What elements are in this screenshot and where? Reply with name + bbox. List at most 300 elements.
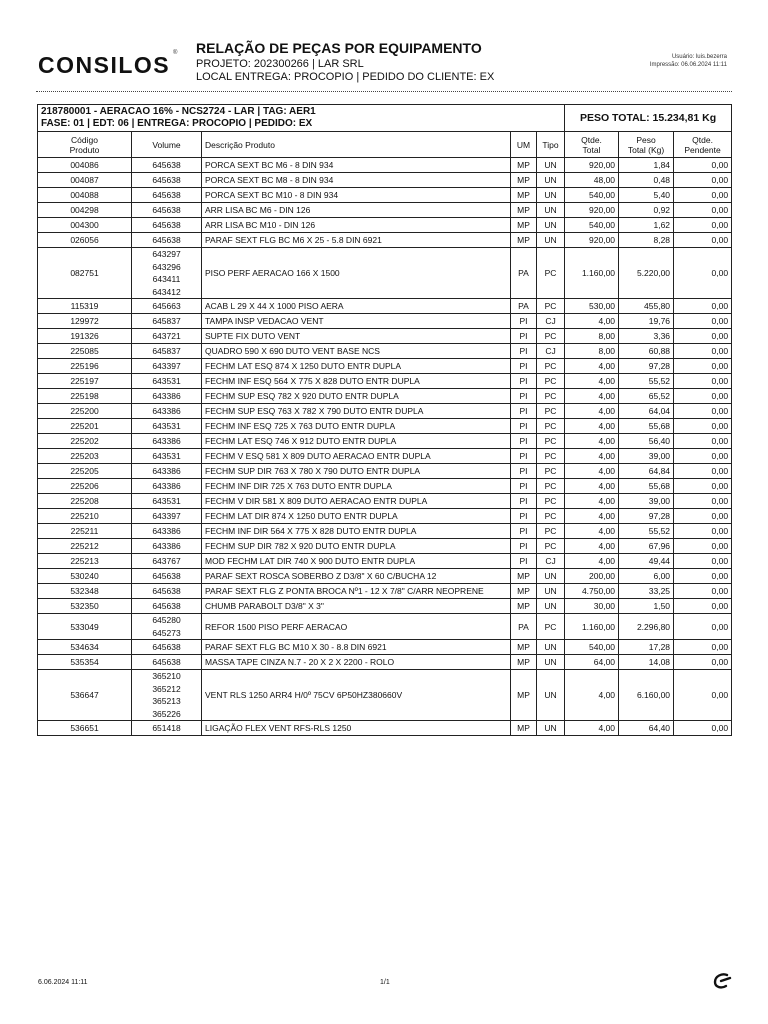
cell-type: PC xyxy=(537,419,565,434)
cell-type: PC xyxy=(537,299,565,314)
col-header-weight-total: Peso Total (Kg) xyxy=(619,132,674,158)
cell-volume xyxy=(132,509,202,524)
volume-number: 643296 xyxy=(152,261,181,272)
cell-code: 225211 xyxy=(38,524,132,539)
cell-code: 115319 xyxy=(38,299,132,314)
cell-um: PA xyxy=(511,299,537,314)
cell-type: UN xyxy=(537,599,565,614)
cell-weight-total: 67,96 xyxy=(619,539,674,554)
cell-volume xyxy=(132,449,202,464)
cell-code: 026056 xyxy=(38,233,132,248)
cell-description: ARR LISA BC M6 - DIN 126 xyxy=(202,203,511,218)
cell-qty-pending: 0,00 xyxy=(674,314,732,329)
volume-number: 645638 xyxy=(152,159,181,170)
cell-qty-pending: 0,00 xyxy=(674,539,732,554)
cell-um: PA xyxy=(511,248,537,299)
cell-code: 225206 xyxy=(38,479,132,494)
volume-number: 645638 xyxy=(152,234,181,245)
table-row xyxy=(38,670,732,721)
table-row xyxy=(38,464,732,479)
table-row xyxy=(38,188,732,203)
col-header-volume: Volume xyxy=(132,132,202,158)
cell-code: 225203 xyxy=(38,449,132,464)
cell-volume xyxy=(132,539,202,554)
cell-weight-total: 55,52 xyxy=(619,374,674,389)
volume-number: 643531 xyxy=(152,450,181,461)
cell-weight-total: 6.160,00 xyxy=(619,670,674,721)
cell-qty-pending: 0,00 xyxy=(674,614,732,640)
table-row xyxy=(38,655,732,670)
cell-type: UN xyxy=(537,158,565,173)
volume-number: 643397 xyxy=(152,360,181,371)
cell-um: MP xyxy=(511,218,537,233)
cell-qty-pending: 0,00 xyxy=(674,655,732,670)
cell-qty-total: 4,00 xyxy=(565,509,619,524)
cell-weight-total: 6,00 xyxy=(619,569,674,584)
cell-type: PC xyxy=(537,374,565,389)
parts-table xyxy=(37,104,732,736)
table-row xyxy=(38,569,732,584)
col-header-description: Descrição Produto xyxy=(202,132,511,158)
cell-um: MP xyxy=(511,584,537,599)
table-row xyxy=(38,434,732,449)
cell-qty-pending: 0,00 xyxy=(674,389,732,404)
cell-type: UN xyxy=(537,584,565,599)
volume-number: 365226 xyxy=(152,708,181,719)
cell-volume xyxy=(132,464,202,479)
cell-code: 225198 xyxy=(38,389,132,404)
cell-volume xyxy=(132,299,202,314)
cell-um: PI xyxy=(511,449,537,464)
cell-description: FECHM SUP ESQ 782 X 920 DUTO ENTR DUPLA xyxy=(202,389,511,404)
cell-code: 225212 xyxy=(38,539,132,554)
cell-volume xyxy=(132,479,202,494)
cell-volume xyxy=(132,554,202,569)
cell-type: PC xyxy=(537,479,565,494)
table-row xyxy=(38,173,732,188)
cell-volume xyxy=(132,374,202,389)
cell-weight-total: 64,84 xyxy=(619,464,674,479)
cell-description: LIGAÇÃO FLEX VENT RFS-RLS 1250 xyxy=(202,721,511,736)
cell-description: PARAF SEXT FLG Z PONTA BROCA Nº1 - 12 X 7/8" C/ARR NEOPRENE xyxy=(202,584,511,599)
cell-qty-pending: 0,00 xyxy=(674,233,732,248)
col-header-qty-total: Qtde. Total xyxy=(565,132,619,158)
cell-description: PISO PERF AERACAO 166 X 1500 xyxy=(202,248,511,299)
cell-code: 225085 xyxy=(38,344,132,359)
cell-type: UN xyxy=(537,173,565,188)
cell-volume xyxy=(132,248,202,299)
volume-number: 645638 xyxy=(152,204,181,215)
cell-qty-pending: 0,00 xyxy=(674,464,732,479)
cell-code: 533049 xyxy=(38,614,132,640)
table-row xyxy=(38,344,732,359)
cell-qty-pending: 0,00 xyxy=(674,509,732,524)
cell-code: 532348 xyxy=(38,584,132,599)
volume-number: 645638 xyxy=(152,219,181,230)
cell-code: 129972 xyxy=(38,314,132,329)
cell-qty-total: 1.160,00 xyxy=(565,248,619,299)
cell-weight-total: 64,04 xyxy=(619,404,674,419)
cell-um: PI xyxy=(511,539,537,554)
equipment-info xyxy=(38,105,565,132)
cell-qty-total: 48,00 xyxy=(565,173,619,188)
volume-number: 643397 xyxy=(152,510,181,521)
cell-weight-total: 1,50 xyxy=(619,599,674,614)
cell-weight-total: 55,68 xyxy=(619,479,674,494)
volume-number: 645280 xyxy=(152,615,181,625)
cell-type: UN xyxy=(537,188,565,203)
cell-volume xyxy=(132,670,202,721)
volume-number: 651418 xyxy=(152,722,181,733)
cell-qty-pending: 0,00 xyxy=(674,173,732,188)
table-row xyxy=(38,233,732,248)
cell-qty-total: 4,00 xyxy=(565,524,619,539)
cell-qty-total: 8,00 xyxy=(565,329,619,344)
volume-number: 645837 xyxy=(152,315,181,326)
cell-qty-total: 64,00 xyxy=(565,655,619,670)
cell-um: MP xyxy=(511,188,537,203)
cell-description: FECHM LAT ESQ 746 X 912 DUTO ENTR DUPLA xyxy=(202,434,511,449)
cell-um: PI xyxy=(511,419,537,434)
table-row xyxy=(38,404,732,419)
volume-number: 645273 xyxy=(152,627,181,638)
cell-weight-total: 97,28 xyxy=(619,359,674,374)
cell-um: PI xyxy=(511,464,537,479)
cell-code: 225200 xyxy=(38,404,132,419)
cell-qty-total: 4,00 xyxy=(565,314,619,329)
cell-qty-total: 540,00 xyxy=(565,218,619,233)
cell-type: PC xyxy=(537,329,565,344)
cell-type: UN xyxy=(537,670,565,721)
cell-volume xyxy=(132,524,202,539)
cell-um: PI xyxy=(511,479,537,494)
cell-weight-total: 97,28 xyxy=(619,509,674,524)
user-label: Usuário: luis.bezerra xyxy=(671,54,727,60)
cell-volume xyxy=(132,584,202,599)
total-weight: PESO TOTAL: 15.234,81 Kg xyxy=(565,105,732,132)
cell-description: MASSA TAPE CINZA N.7 - 20 X 2 X 2200 - ROLO xyxy=(202,655,511,670)
cell-qty-total: 30,00 xyxy=(565,599,619,614)
cell-code: 004298 xyxy=(38,203,132,218)
cell-um: MP xyxy=(511,233,537,248)
cell-qty-pending: 0,00 xyxy=(674,359,732,374)
cell-volume xyxy=(132,721,202,736)
volume-number: 645638 xyxy=(152,189,181,200)
cell-type: PC xyxy=(537,404,565,419)
table-row xyxy=(38,389,732,404)
table-row xyxy=(38,494,732,509)
cell-description: PARAF SEXT FLG BC M10 X 30 - 8.8 DIN 6921 xyxy=(202,640,511,655)
table-row xyxy=(38,419,732,434)
table-row xyxy=(38,329,732,344)
cell-description: SUPTE FIX DUTO VENT xyxy=(202,329,511,344)
cell-um: MP xyxy=(511,640,537,655)
cell-description: FECHM INF DIR 564 X 775 X 828 DUTO ENTR DUPLA xyxy=(202,524,511,539)
cell-code: 191326 xyxy=(38,329,132,344)
volume-number: 645638 xyxy=(152,174,181,185)
cell-um: MP xyxy=(511,569,537,584)
table-row xyxy=(38,374,732,389)
cell-qty-total: 4,00 xyxy=(565,479,619,494)
cell-qty-pending: 0,00 xyxy=(674,640,732,655)
cell-qty-total: 200,00 xyxy=(565,569,619,584)
cell-weight-total: 8,28 xyxy=(619,233,674,248)
cell-um: PI xyxy=(511,554,537,569)
cell-qty-total: 1.160,00 xyxy=(565,614,619,640)
cell-code: 536651 xyxy=(38,721,132,736)
volume-number: 643386 xyxy=(152,540,181,551)
cell-qty-pending: 0,00 xyxy=(674,434,732,449)
stylized-c-mark-icon xyxy=(712,972,732,990)
cell-type: PC xyxy=(537,614,565,640)
cell-volume xyxy=(132,655,202,670)
volume-number: 645663 xyxy=(152,300,181,311)
cell-description: FECHM V ESQ 581 X 809 DUTO AERACAO ENTR DUPLA xyxy=(202,449,511,464)
volume-number: 643411 xyxy=(152,274,181,284)
header-divider xyxy=(36,91,732,92)
cell-description: PARAF SEXT ROSCA SOBERBO Z D3/8" X 60 C/BUCHA 12 xyxy=(202,569,511,584)
cell-code: 225201 xyxy=(38,419,132,434)
cell-volume xyxy=(132,599,202,614)
cell-weight-total: 64,40 xyxy=(619,721,674,736)
volume-number: 643721 xyxy=(152,330,181,341)
table-row xyxy=(38,721,732,736)
volume-number: 643386 xyxy=(152,525,181,536)
cell-qty-pending: 0,00 xyxy=(674,188,732,203)
cell-code: 534634 xyxy=(38,640,132,655)
cell-type: UN xyxy=(537,203,565,218)
cell-weight-total: 60,88 xyxy=(619,344,674,359)
cell-description: FECHM INF DIR 725 X 763 DUTO ENTR DUPLA xyxy=(202,479,511,494)
cell-volume xyxy=(132,173,202,188)
cell-code: 225205 xyxy=(38,464,132,479)
cell-weight-total: 39,00 xyxy=(619,449,674,464)
col-header-code: Código Produto xyxy=(38,132,132,158)
equipment-line-2: FASE: 01 | EDT: 06 | ENTREGA: PROCOPIO | PEDIDO: EX xyxy=(41,118,313,129)
volume-number: 645837 xyxy=(152,345,181,356)
cell-type: CJ xyxy=(537,554,565,569)
cell-type: UN xyxy=(537,721,565,736)
cell-weight-total: 1,84 xyxy=(619,158,674,173)
cell-qty-total: 4,00 xyxy=(565,434,619,449)
cell-code: 225202 xyxy=(38,434,132,449)
cell-code: 225196 xyxy=(38,359,132,374)
cell-um: MP xyxy=(511,670,537,721)
cell-qty-pending: 0,00 xyxy=(674,524,732,539)
volume-number: 643386 xyxy=(152,465,181,476)
cell-description: CHUMB PARABOLT D3/8" X 3" xyxy=(202,599,511,614)
print-date-label: Impressão: 06.06.2024 11:11 xyxy=(649,61,727,68)
cell-qty-pending: 0,00 xyxy=(674,419,732,434)
cell-code: 225213 xyxy=(38,554,132,569)
cell-volume xyxy=(132,359,202,374)
cell-qty-total: 4.750,00 xyxy=(565,584,619,599)
cell-weight-total: 5.220,00 xyxy=(619,248,674,299)
volume-number: 365212 xyxy=(152,683,181,694)
cell-volume xyxy=(132,419,202,434)
table-row xyxy=(38,599,732,614)
cell-qty-total: 540,00 xyxy=(565,188,619,203)
cell-qty-pending: 0,00 xyxy=(674,599,732,614)
cell-qty-total: 4,00 xyxy=(565,374,619,389)
cell-description: FECHM V DIR 581 X 809 DUTO AERACAO ENTR DUPLA xyxy=(202,494,511,509)
cell-um: MP xyxy=(511,203,537,218)
cell-um: PI xyxy=(511,359,537,374)
cell-description: ARR LISA BC M10 - DIN 126 xyxy=(202,218,511,233)
cell-code: 535354 xyxy=(38,655,132,670)
footer-page-number: 1/1 xyxy=(380,979,390,986)
cell-code: 004086 xyxy=(38,158,132,173)
cell-type: PC xyxy=(537,449,565,464)
project-line: PROJETO: 202300266 | LAR SRL xyxy=(196,58,364,70)
cell-um: PI xyxy=(511,524,537,539)
cell-code: 532350 xyxy=(38,599,132,614)
volume-number: 645638 xyxy=(152,570,181,581)
cell-qty-pending: 0,00 xyxy=(674,203,732,218)
report-title: RELAÇÃO DE PEÇAS POR EQUIPAMENTO xyxy=(196,40,482,56)
table-row xyxy=(38,554,732,569)
cell-code: 004300 xyxy=(38,218,132,233)
cell-um: PI xyxy=(511,404,537,419)
cell-qty-pending: 0,00 xyxy=(674,569,732,584)
table-row xyxy=(38,158,732,173)
cell-qty-pending: 0,00 xyxy=(674,721,732,736)
cell-description: FECHM LAT DIR 874 X 1250 DUTO ENTR DUPLA xyxy=(202,509,511,524)
cell-volume xyxy=(132,344,202,359)
volume-number: 365213 xyxy=(152,696,181,706)
cell-description: PORCA SEXT BC M6 - 8 DIN 934 xyxy=(202,158,511,173)
cell-volume xyxy=(132,233,202,248)
cell-volume xyxy=(132,404,202,419)
cell-qty-pending: 0,00 xyxy=(674,584,732,599)
cell-qty-pending: 0,00 xyxy=(674,554,732,569)
cell-type: CJ xyxy=(537,314,565,329)
table-row xyxy=(38,614,732,640)
table-row xyxy=(38,218,732,233)
cell-description: FECHM INF ESQ 725 X 763 DUTO ENTR DUPLA xyxy=(202,419,511,434)
cell-type: PC xyxy=(537,434,565,449)
cell-description: VENT RLS 1250 ARR4 H/0º 75CV 6P50HZ380660V xyxy=(202,670,511,721)
volume-number: 643386 xyxy=(152,480,181,491)
table-row xyxy=(38,299,732,314)
cell-weight-total: 1,62 xyxy=(619,218,674,233)
cell-type: UN xyxy=(537,655,565,670)
cell-weight-total: 56,40 xyxy=(619,434,674,449)
cell-qty-total: 4,00 xyxy=(565,464,619,479)
cell-qty-pending: 0,00 xyxy=(674,670,732,721)
cell-volume xyxy=(132,203,202,218)
cell-qty-pending: 0,00 xyxy=(674,479,732,494)
cell-type: PC xyxy=(537,524,565,539)
cell-um: PI xyxy=(511,344,537,359)
cell-type: UN xyxy=(537,640,565,655)
cell-code: 536647 xyxy=(38,670,132,721)
cell-description: MOD FECHM LAT DIR 740 X 900 DUTO ENTR DUPLA xyxy=(202,554,511,569)
company-logo: CONSILOS xyxy=(38,52,171,78)
cell-volume xyxy=(132,188,202,203)
cell-weight-total: 2.296,80 xyxy=(619,614,674,640)
cell-type: UN xyxy=(537,218,565,233)
cell-type: PC xyxy=(537,359,565,374)
cell-code: 530240 xyxy=(38,569,132,584)
equipment-line-1: 218780001 - AERACAO 16% - NCS2724 - LAR | TAG: AER1 xyxy=(41,106,316,117)
cell-qty-pending: 0,00 xyxy=(674,299,732,314)
cell-qty-pending: 0,00 xyxy=(674,329,732,344)
cell-qty-total: 530,00 xyxy=(565,299,619,314)
cell-type: PC xyxy=(537,509,565,524)
cell-volume xyxy=(132,158,202,173)
cell-type: PC xyxy=(537,494,565,509)
cell-um: MP xyxy=(511,599,537,614)
cell-volume xyxy=(132,434,202,449)
cell-weight-total: 0,92 xyxy=(619,203,674,218)
cell-um: MP xyxy=(511,721,537,736)
cell-qty-total: 920,00 xyxy=(565,158,619,173)
cell-weight-total: 0,48 xyxy=(619,173,674,188)
volume-number: 365210 xyxy=(152,671,181,681)
cell-qty-total: 920,00 xyxy=(565,233,619,248)
delivery-line: LOCAL ENTREGA: PROCOPIO | PEDIDO DO CLIENTE: EX xyxy=(196,71,495,83)
cell-description: FECHM SUP DIR 763 X 780 X 790 DUTO ENTR DUPLA xyxy=(202,464,511,479)
cell-weight-total: 39,00 xyxy=(619,494,674,509)
volume-number: 643386 xyxy=(152,390,181,401)
cell-qty-total: 4,00 xyxy=(565,721,619,736)
cell-qty-pending: 0,00 xyxy=(674,404,732,419)
cell-qty-pending: 0,00 xyxy=(674,158,732,173)
cell-description: PORCA SEXT BC M8 - 8 DIN 934 xyxy=(202,173,511,188)
cell-qty-total: 4,00 xyxy=(565,539,619,554)
cell-code: 004088 xyxy=(38,188,132,203)
cell-um: MP xyxy=(511,173,537,188)
table-row xyxy=(38,509,732,524)
volume-number: 643531 xyxy=(152,495,181,506)
cell-weight-total: 17,28 xyxy=(619,640,674,655)
cell-um: PI xyxy=(511,389,537,404)
cell-qty-total: 920,00 xyxy=(565,203,619,218)
table-row xyxy=(38,584,732,599)
cell-weight-total: 455,80 xyxy=(619,299,674,314)
cell-weight-total: 19,76 xyxy=(619,314,674,329)
cell-qty-pending: 0,00 xyxy=(674,494,732,509)
cell-qty-pending: 0,00 xyxy=(674,449,732,464)
cell-qty-total: 4,00 xyxy=(565,554,619,569)
cell-qty-total: 4,00 xyxy=(565,359,619,374)
cell-weight-total: 33,25 xyxy=(619,584,674,599)
cell-code: 082751 xyxy=(38,248,132,299)
cell-weight-total: 55,68 xyxy=(619,419,674,434)
cell-um: MP xyxy=(511,655,537,670)
cell-description: ACAB L 29 X 44 X 1000 PISO AERA xyxy=(202,299,511,314)
cell-description: FECHM INF ESQ 564 X 775 X 828 DUTO ENTR DUPLA xyxy=(202,374,511,389)
cell-um: PI xyxy=(511,434,537,449)
cell-description: FECHM SUP ESQ 763 X 782 X 790 DUTO ENTR DUPLA xyxy=(202,404,511,419)
cell-qty-pending: 0,00 xyxy=(674,218,732,233)
cell-qty-pending: 0,00 xyxy=(674,248,732,299)
volume-number: 645638 xyxy=(152,600,181,611)
equipment-header-row xyxy=(38,105,732,132)
cell-description: TAMPA INSP VEDACAO VENT xyxy=(202,314,511,329)
cell-weight-total: 14,08 xyxy=(619,655,674,670)
table-row xyxy=(38,524,732,539)
cell-qty-total: 4,00 xyxy=(565,419,619,434)
cell-volume xyxy=(132,218,202,233)
volume-number: 645638 xyxy=(152,656,181,667)
column-header-row xyxy=(38,132,732,158)
cell-um: PI xyxy=(511,509,537,524)
cell-description: FECHM LAT ESQ 874 X 1250 DUTO ENTR DUPLA xyxy=(202,359,511,374)
cell-qty-total: 8,00 xyxy=(565,344,619,359)
table-row xyxy=(38,203,732,218)
